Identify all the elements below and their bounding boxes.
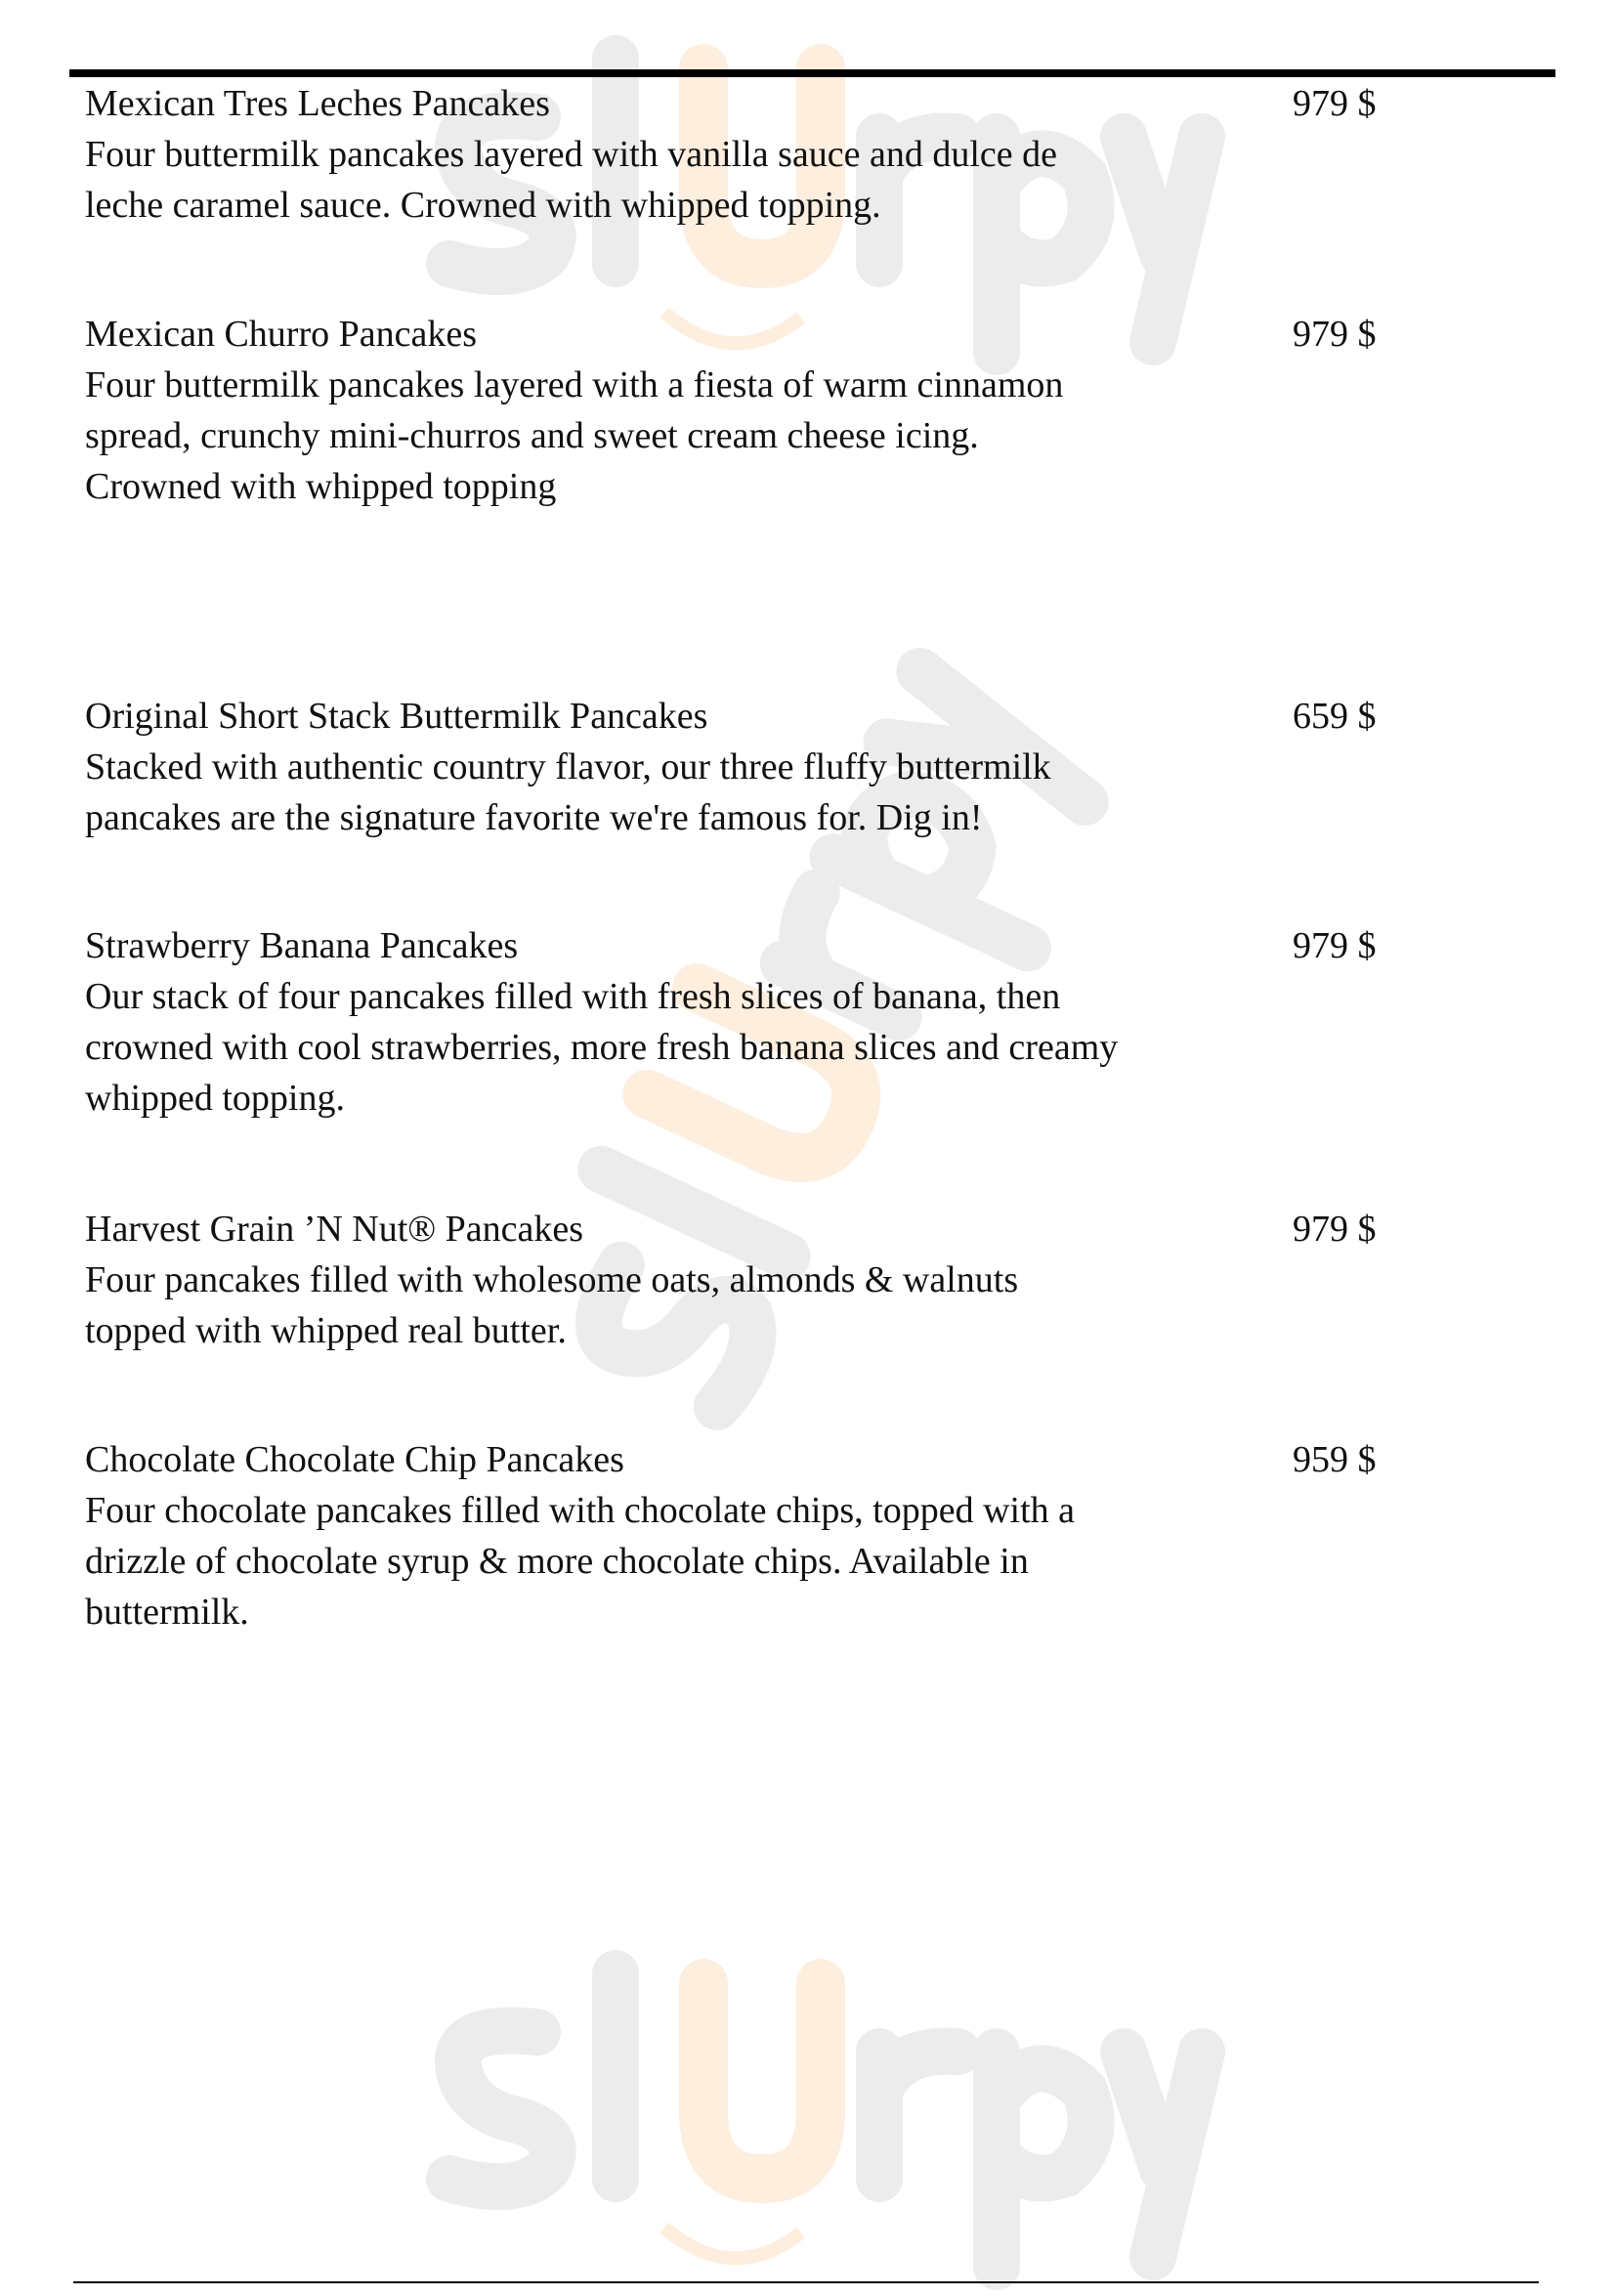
item-description: spread, crunchy mini-churros and sweet cream cheese icing. (85, 415, 979, 456)
item-title: Harvest Grain ’N Nut® Pancakes (85, 1209, 584, 1250)
menu-item (85, 920, 1277, 1124)
slurpy-watermark-logo (410, 1944, 1231, 2296)
bottom-divider (73, 2281, 1539, 2283)
item-description: pancakes are the signature favorite we're famous for. Dig in! (85, 797, 983, 838)
item-description: Stacked with authentic country flavor, our three fluffy buttermilk (85, 746, 1051, 787)
item-price: 979 $ (1293, 314, 1377, 355)
item-title: Chocolate Chocolate Chip Pancakes (85, 1439, 624, 1480)
item-description: drizzle of chocolate syrup & more chocolate chips. Available in (85, 1541, 1029, 1582)
item-description: Crowned with whipped topping (85, 466, 557, 507)
item-description: crowned with cool strawberries, more fresh banana slices and creamy (85, 1027, 1119, 1068)
item-price: 979 $ (1293, 83, 1377, 124)
item-description: leche caramel sauce. Crowned with whipped topping. (85, 185, 881, 226)
menu-item (85, 1204, 1277, 1356)
menu-item (85, 1434, 1277, 1637)
item-title: Mexican Tres Leches Pancakes (85, 83, 550, 124)
item-description: Four pancakes filled with wholesome oats, almonds & walnuts (85, 1259, 1019, 1300)
item-price: 659 $ (1293, 696, 1377, 737)
item-description: whipped topping. (85, 1078, 345, 1119)
menu-item (85, 78, 1277, 231)
menu-item (85, 309, 1277, 512)
item-description: buttermilk. (85, 1592, 249, 1633)
item-title: Mexican Churro Pancakes (85, 314, 477, 355)
item-description: Four chocolate pancakes filled with chocolate chips, topped with a (85, 1490, 1076, 1531)
item-description: Our stack of four pancakes filled with fresh slices of banana, then (85, 976, 1061, 1017)
item-title: Original Short Stack Buttermilk Pancakes (85, 696, 708, 737)
item-price: 959 $ (1293, 1439, 1377, 1480)
item-description: Four buttermilk pancakes layered with a fiesta of warm cinnamon (85, 364, 1064, 405)
item-description: topped with whipped real butter. (85, 1310, 567, 1351)
item-price: 979 $ (1293, 1209, 1377, 1250)
menu-item (85, 691, 1277, 843)
item-title: Strawberry Banana Pancakes (85, 925, 519, 966)
item-description: Four buttermilk pancakes layered with vanilla sauce and dulce de (85, 134, 1058, 175)
item-price: 979 $ (1293, 925, 1377, 966)
top-divider (69, 69, 1555, 77)
